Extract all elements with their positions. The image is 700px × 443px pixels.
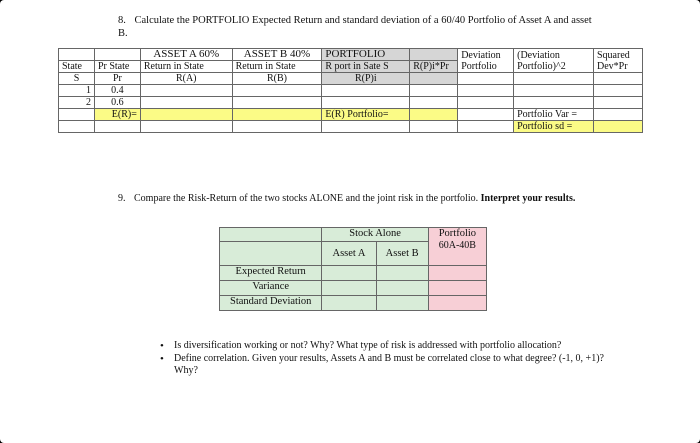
table-cell bbox=[593, 73, 642, 85]
discussion-bullets bbox=[160, 340, 620, 378]
table-row bbox=[59, 85, 643, 97]
table-header-row-1 bbox=[220, 228, 487, 242]
question-8-number: 8. bbox=[118, 15, 126, 26]
portfolio-label: Portfolio bbox=[438, 228, 477, 239]
table-cell bbox=[140, 121, 232, 133]
list-item: • Define correlation. Given your results, Assets A and B must be correlated close to what degree? (-1, 0, +1)? Why? bbox=[160, 353, 620, 378]
table-header-row-3 bbox=[59, 73, 643, 85]
table-cell bbox=[59, 109, 95, 121]
rb-header: R(B) bbox=[232, 73, 322, 85]
table-row bbox=[220, 296, 487, 311]
state-value: 1 bbox=[59, 85, 95, 97]
table-row bbox=[220, 266, 487, 281]
deviation-squared-header: (Deviation Portfolio)^2 bbox=[514, 49, 594, 73]
table-cell[interactable] bbox=[514, 85, 594, 97]
table-cell bbox=[94, 49, 140, 61]
list-item: • Is diversification working or not? Why? What type of risk is addressed with portfolio allocation? bbox=[160, 340, 620, 353]
return-b-header: Return in State bbox=[232, 61, 322, 73]
er-label: E(R)= bbox=[94, 109, 140, 121]
table-cell[interactable] bbox=[232, 97, 322, 109]
return-a-header: Return in State bbox=[140, 61, 232, 73]
table-cell[interactable] bbox=[593, 85, 642, 97]
table-cell bbox=[410, 121, 458, 133]
standard-deviation-label: Standard Deviation bbox=[220, 296, 322, 311]
table-header-row-1 bbox=[59, 49, 643, 61]
asset-a-header: ASSET A 60% bbox=[140, 49, 232, 61]
state-header: State bbox=[59, 61, 95, 73]
asset-b-header: Asset B bbox=[376, 242, 428, 266]
portfolio-header: PORTFOLIO bbox=[322, 49, 410, 61]
question-9-bold-text: Interpret your results. bbox=[480, 193, 576, 204]
table-cell[interactable] bbox=[428, 266, 486, 281]
table-cell bbox=[410, 49, 458, 61]
pr-value: 0.6 bbox=[94, 97, 140, 109]
portfolio-sd-row bbox=[59, 121, 643, 133]
question-9-text: Compare the Risk-Return of the two stocks ALONE and the joint risk in the portfolio. bbox=[134, 193, 479, 204]
table-cell bbox=[94, 121, 140, 133]
deviation-portfolio-header: Deviation Portfolio bbox=[458, 49, 514, 73]
table-cell[interactable] bbox=[428, 296, 486, 311]
table-cell[interactable] bbox=[458, 85, 514, 97]
table-cell bbox=[458, 121, 514, 133]
table-cell bbox=[514, 73, 594, 85]
er-portfolio-cell[interactable] bbox=[410, 109, 458, 121]
portfolio-var-cell[interactable] bbox=[593, 109, 642, 121]
question-9-number: 9. bbox=[118, 193, 126, 204]
question-8-text: Calculate the PORTFOLIO Expected Return and standard deviation of a 60/40 Portfolio of Asset A and asset B. bbox=[118, 15, 592, 39]
table-row bbox=[59, 97, 643, 109]
rport-header: R port in Sate S bbox=[322, 61, 410, 73]
table-cell[interactable] bbox=[458, 97, 514, 109]
table-cell[interactable] bbox=[322, 85, 410, 97]
table-cell[interactable] bbox=[410, 97, 458, 109]
table-cell[interactable] bbox=[140, 97, 232, 109]
table-cell bbox=[59, 49, 95, 61]
table-cell bbox=[410, 73, 458, 85]
table-cell bbox=[458, 73, 514, 85]
portfolio-var-label: Portfolio Var = bbox=[514, 109, 594, 121]
table-cell[interactable] bbox=[376, 296, 428, 311]
table-row bbox=[220, 281, 487, 296]
er-asset-b-cell[interactable] bbox=[232, 109, 322, 121]
table-cell bbox=[220, 228, 322, 242]
table-cell[interactable] bbox=[376, 281, 428, 296]
table-cell[interactable] bbox=[410, 85, 458, 97]
question-9 bbox=[118, 192, 608, 205]
table-cell bbox=[220, 242, 322, 266]
rp-pr-header: R(P)i*Pr bbox=[410, 61, 458, 73]
table-cell bbox=[59, 121, 95, 133]
pr-header: Pr bbox=[94, 73, 140, 85]
ra-header: R(A) bbox=[140, 73, 232, 85]
state-value: 2 bbox=[59, 97, 95, 109]
portfolio-calculation-table bbox=[58, 48, 643, 133]
table-cell[interactable] bbox=[376, 266, 428, 281]
portfolio-header bbox=[428, 228, 486, 266]
er-asset-a-cell[interactable] bbox=[140, 109, 232, 121]
portfolio-sub-label: 60A-40B bbox=[438, 240, 476, 251]
pr-state-header: Pr State bbox=[94, 61, 140, 73]
table-cell[interactable] bbox=[140, 85, 232, 97]
table-cell bbox=[322, 121, 410, 133]
table-cell[interactable] bbox=[322, 97, 410, 109]
expected-return-row bbox=[59, 109, 643, 121]
portfolio-sd-label: Portfolio sd = bbox=[514, 121, 594, 133]
table-cell[interactable] bbox=[593, 97, 642, 109]
portfolio-sd-cell[interactable] bbox=[593, 121, 642, 133]
expected-return-label: Expected Return bbox=[220, 266, 322, 281]
pr-value: 0.4 bbox=[94, 85, 140, 97]
asset-b-header: ASSET B 40% bbox=[232, 49, 322, 61]
table-cell[interactable] bbox=[428, 281, 486, 296]
asset-a-header: Asset A bbox=[322, 242, 376, 266]
variance-label: Variance bbox=[220, 281, 322, 296]
table-cell bbox=[232, 121, 322, 133]
rpi-header: R(P)i bbox=[322, 73, 410, 85]
risk-return-table bbox=[219, 227, 487, 311]
squared-dev-pr-header: Squared Dev*Pr bbox=[593, 49, 642, 73]
s-header: S bbox=[59, 73, 95, 85]
table-cell[interactable] bbox=[322, 266, 376, 281]
stock-alone-header: Stock Alone bbox=[322, 228, 428, 242]
table-cell bbox=[458, 109, 514, 121]
table-cell[interactable] bbox=[232, 85, 322, 97]
question-8 bbox=[118, 14, 598, 40]
table-cell[interactable] bbox=[322, 296, 376, 311]
table-cell[interactable] bbox=[322, 281, 376, 296]
table-cell[interactable] bbox=[514, 97, 594, 109]
er-portfolio-label: E(R) Portfolio= bbox=[322, 109, 410, 121]
